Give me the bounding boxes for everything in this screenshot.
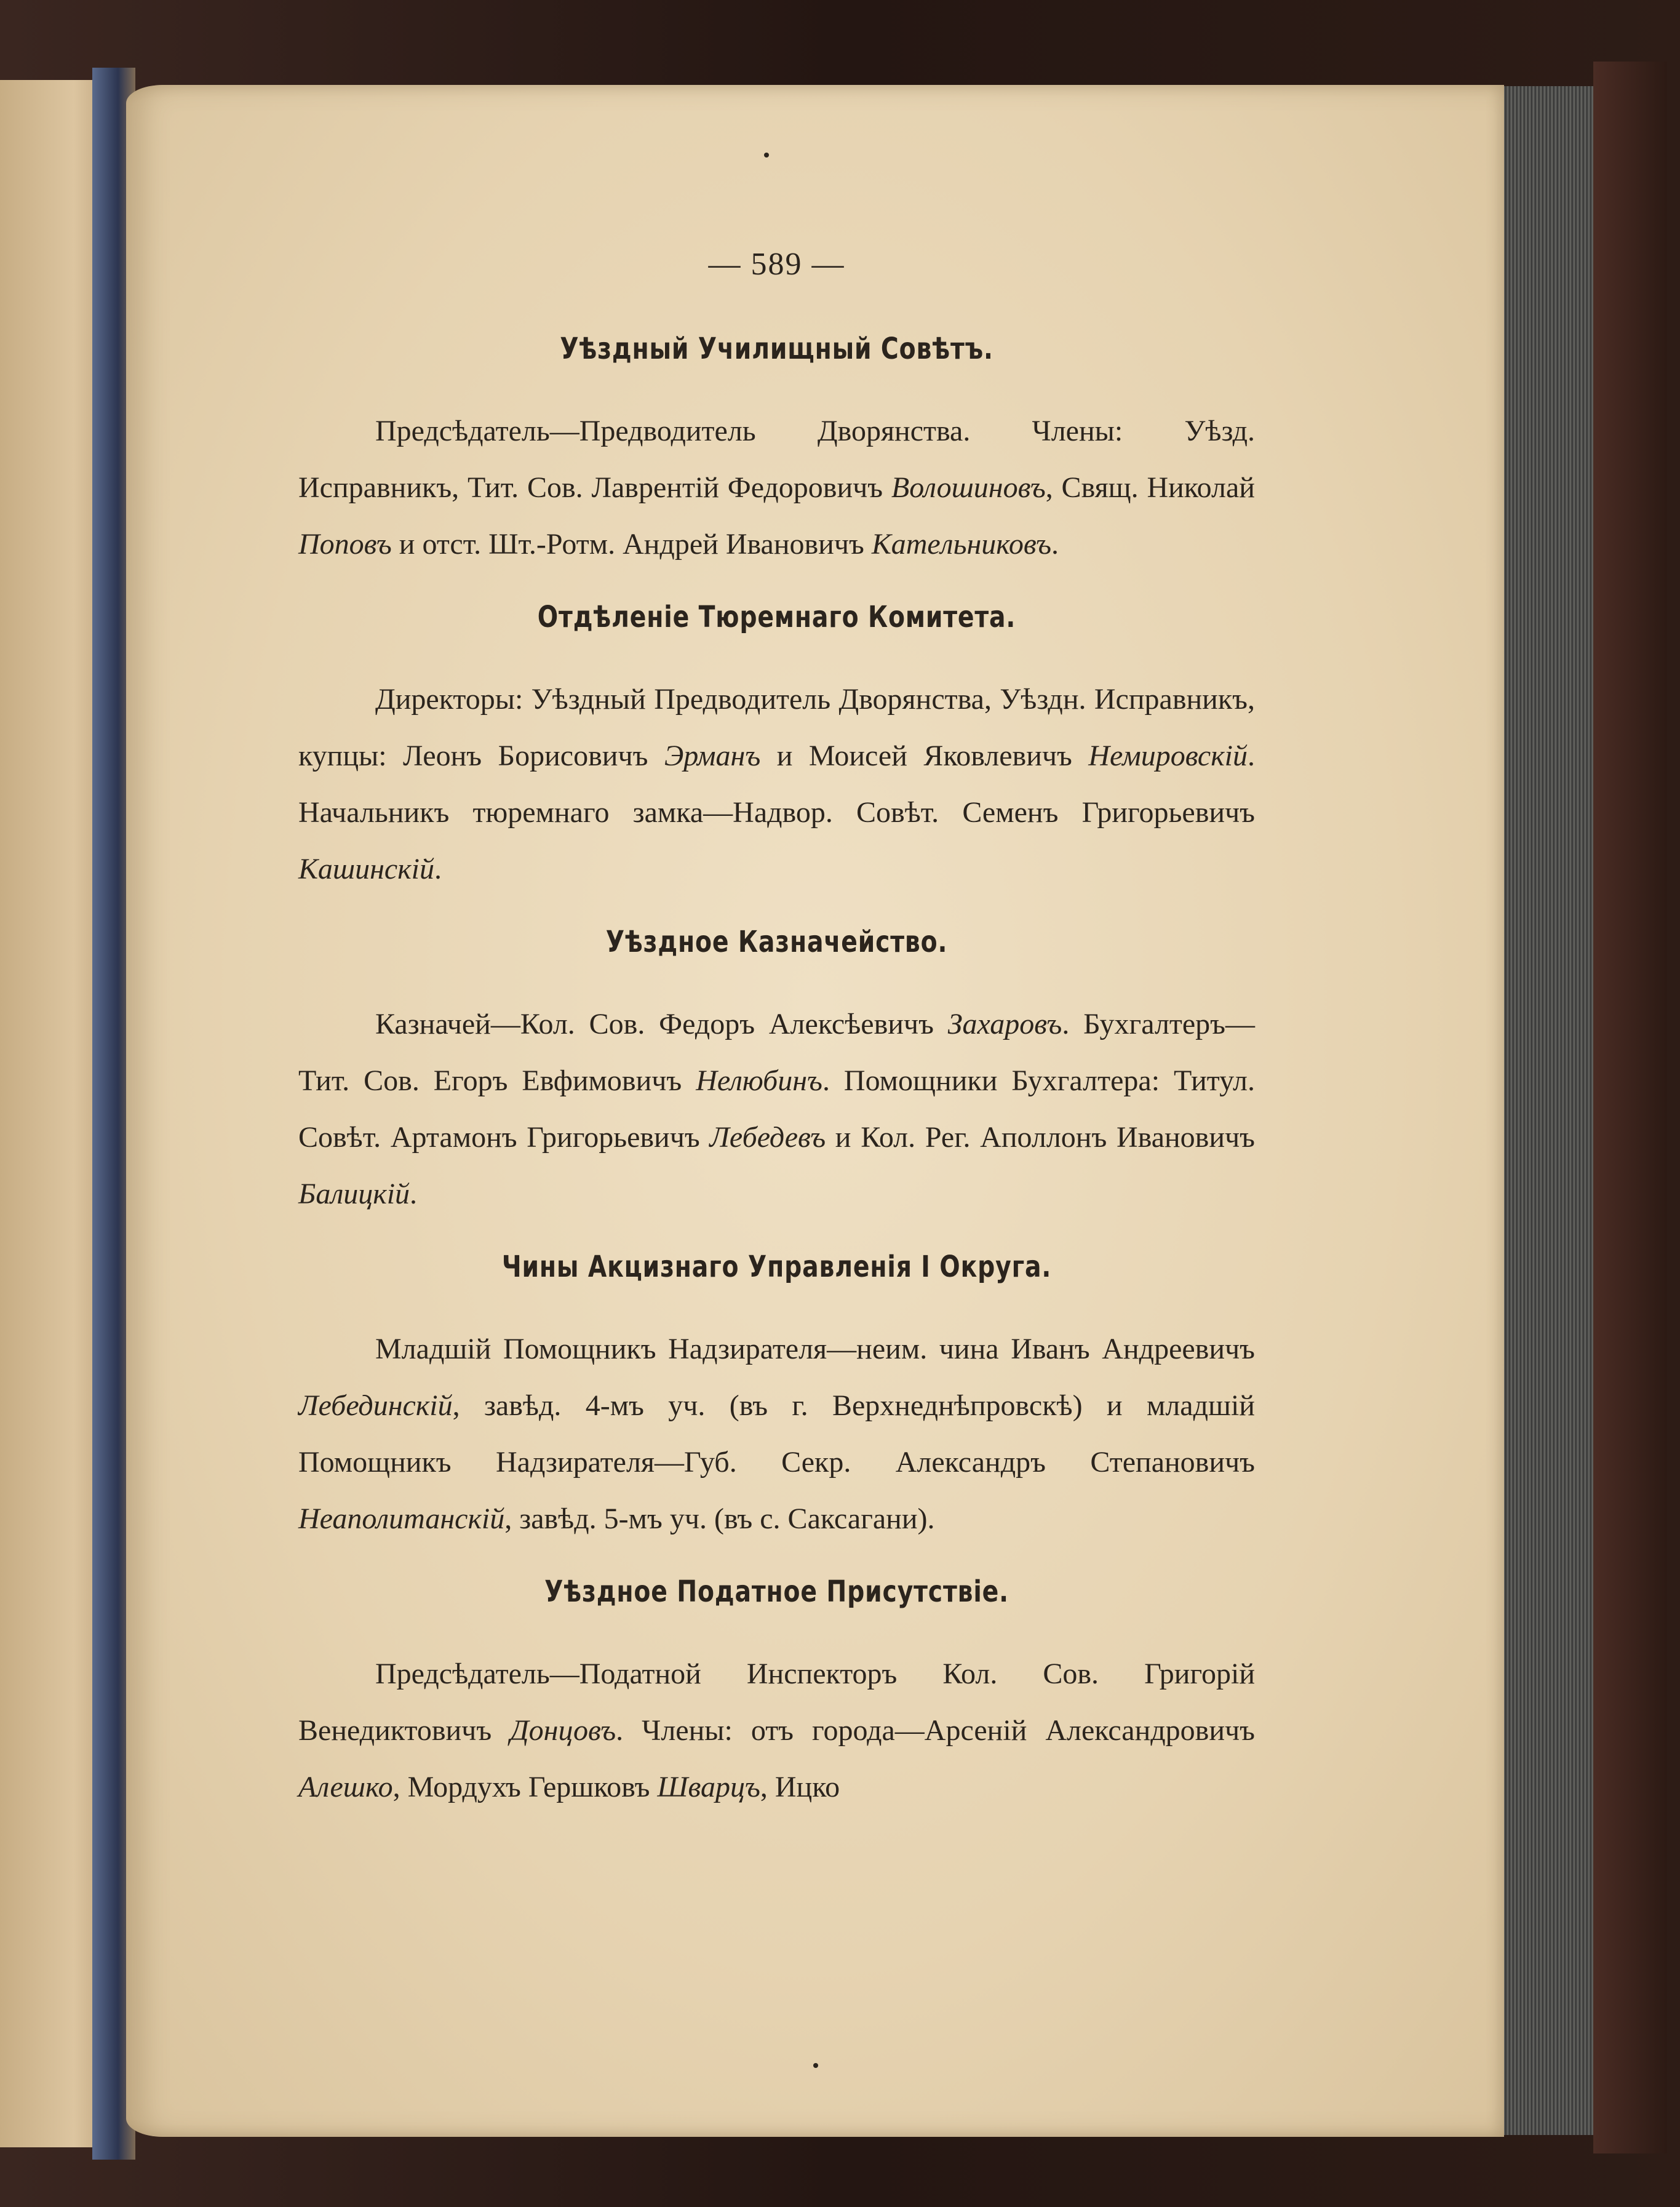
section-heading-tax-office: Уѣздное Податное Присутствіе. — [544, 1574, 1009, 1609]
section-text-treasury: Казначей—Кол. Сов. Федоръ Алексѣевичъ Захаровъ. Бухгалтеръ—Тит. Сов. Егоръ Евфимовичъ Нелюбинъ. Помощники Бухгалтера: Титул. Совѣт. Артамонъ Григорьевичъ Лебедевъ и Кол. Рег. Аполлонъ Ивановичъ Балицкій. — [298, 1008, 1255, 1210]
section-text-school-council: Предсѣдатель—Предводитель Дворянства. Члены: Уѣзд. Исправникъ, Тит. Сов. Лаврентій Федоровичъ Волошиновъ, Свящ. Николай Поповъ и отст. Шт.-Ротм. Андрей Ивановичъ Катeльниковъ. — [298, 415, 1255, 561]
speck — [764, 153, 769, 158]
section-heading-prison-committee: Отдѣленіе Тюремнаго Комитета. — [537, 600, 1016, 634]
page-block-edges — [1495, 86, 1606, 2135]
speck — [813, 2063, 818, 2068]
section-text-tax-office: Предсѣдатель—Податной Инспекторъ Кол. Сов. Григорій Венедиктовичъ Донцовъ. Члены: отъ города—Арсеній Александровичъ Алешко, Мордухъ Гершковъ Шварцъ, Ицко — [298, 1658, 1255, 1803]
page-number: — 589 — — [708, 247, 845, 282]
section-heading-excise: Чины Акцизнаго Управленія I Округа. — [501, 1250, 1052, 1284]
section-text-prison-committee: Директоры: Уѣздный Предводитель Дворянства, Уѣздн. Исправникъ, купцы: Леонъ Борисовичъ Эрманъ и Моисей Яковлевичъ Немировскій. Начальникъ тюремнаго замка—Надвор. Совѣт. Семенъ Григорьевичъ Кашинскій. — [298, 683, 1255, 885]
section-heading-treasury: Уѣздное Казначейство. — [605, 925, 948, 959]
section-heading-school-council: Уѣздный Училищный Совѣтъ. — [560, 332, 993, 366]
book-cover-edge — [1593, 62, 1667, 2153]
section-text-excise: Младшій Помощникъ Надзирателя—неим. чина Иванъ Андреевичъ Лебединскій, завѣд. 4-мъ уч. (въ г. Верхнеднѣпровскѣ) и младшій Помощникъ Надзирателя—Губ. Секр. Александръ Степановичъ Неаполитанскій, завѣд. 5-мъ уч. (въ с. Саксагани). — [298, 1333, 1255, 1535]
page-content — [298, 246, 1255, 1843]
